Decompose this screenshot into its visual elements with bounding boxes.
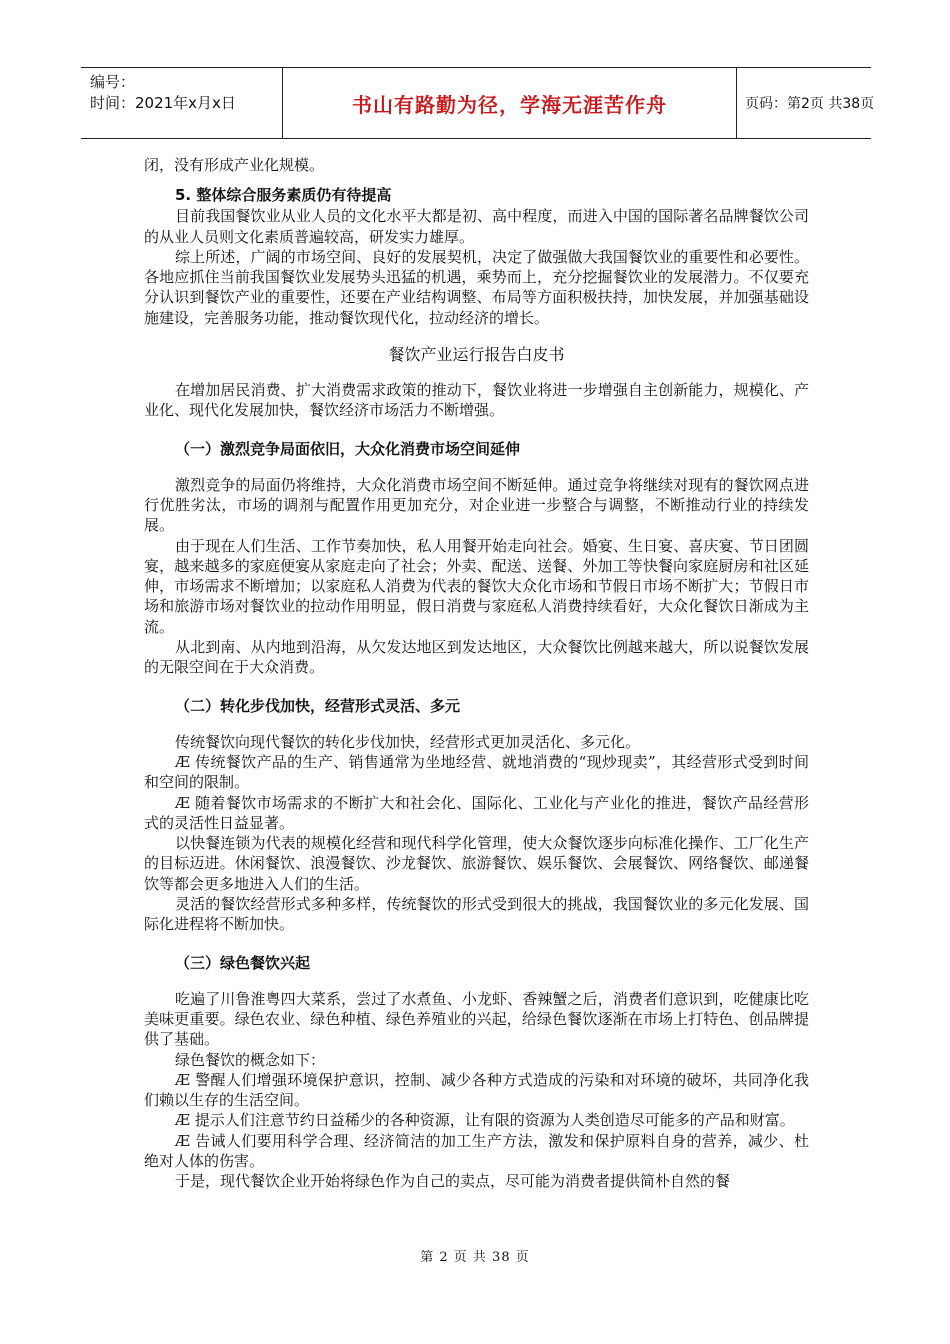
bullet-paragraph: Æ 随着餐饮市场需求的不断扩大和社会化、国际化、工业化与产业化的推进，餐饮产品经营形式的灵活性日益显著。 [144,793,809,832]
paragraph: 综上所述，广阔的市场空间、良好的发展契机，决定了做强做大我国餐饮业的重要性和必要性。各地应抓住当前我国餐饮业发展势头迅猛的机遇，乘势而上，充分挖掘餐饮业的发展潜力。不仅要充分认识到餐饮产业的重要性，还要在产业结构调整、布局等方面积极扶持，加快发展，并加强基础设施建设，完善服务功能，推动餐饮现代化，拉动经济的增长。 [144,247,809,327]
paragraph: 闭，没有形成产业化规模。 [144,156,325,174]
page-footer: 第 2 页 共 38 页 [420,1250,530,1265]
bullet-paragraph: Æ 提示人们注意节约日益稀少的各种资源，让有限的资源为人类创造尽可能多的产品和财富。 [175,1111,795,1130]
paragraph: 于是，现代餐饮企业开始将绿色作为自己的卖点，尽可能为消费者提供简朴自然的餐 [175,1172,731,1191]
document-body [144,155,809,1192]
paragraph: 灵活的餐饮经营形式多种多样，传统餐饮的形式受到很大的挑战，我国餐饮业的多元化发展、国际化进程将不断加快。 [144,895,809,934]
document-number: 编号： [90,73,136,91]
header-page-number: 页码：第2页 共38页 [745,96,875,112]
header-page-cell [737,68,875,138]
bullet-paragraph: Æ 传统餐饮产品的生产、销售通常为坐地经营、就地消费的“现炒现卖”，其经营形式受到时间和空间的限制。 [144,752,809,792]
report-title: 餐饮产业运行报告白皮书 [388,345,565,365]
section-heading: （三）绿色餐饮兴起 [175,953,311,972]
document-date: 时间：2021年x月x日 [90,94,236,112]
paragraph: 绿色餐饮的概念如下： [175,1050,326,1069]
paragraph: 由于现在人们生活、工作节奏加快，私人用餐开始走向社会。婚宴、生日宴、喜庆宴、节日团圆宴，越来越多的家庭便宴从家庭走向了社会；外卖、配送、送餐、外加工等快餐向家庭厨房和社区延伸，市场需求不断增加；以家庭私人消费为代表的餐饮大众化市场和节假日市场不断扩大；节假日市场和旅游市场对餐饮业的拉动作用明显，假日消费与家庭私人消费持续看好，大众化餐饮日渐成为主流。 [144,536,809,636]
paragraph: 目前我国餐饮业从业人员的文化水平大都是初、高中程度，而进入中国的国际著名品牌餐饮公司的从业人员则文化素质普遍较高，研发实力雄厚。 [144,207,809,246]
paragraph: 以快餐连锁为代表的规模化经营和现代科学化管理，使大众餐饮逐步向标准化操作、工厂化生产的目标迈进。休闲餐饮、浪漫餐饮、沙龙餐饮、旅游餐饮、娱乐餐饮、会展餐饮、网络餐饮、邮递餐饮等都会更多地进入人们的生活。 [144,834,809,893]
bullet-paragraph: Æ 告诫人们要用科学合理、经济简洁的加工生产方法，激发和保护原料自身的营养，减少、杜绝对人体的伤害。 [144,1131,809,1170]
paragraph: 吃遍了川鲁淮粤四大菜系，尝过了水煮鱼、小龙虾、香辣蟹之后，消费者们意识到，吃健康比吃美味更重要。绿色农业、绿色种植、绿色养殖业的兴起，给绿色餐饮逐渐在市场上打特色、创品牌提供了基础。 [144,989,809,1049]
paragraph: 从北到南、从内地到沿海，从欠发达地区到发达地区，大众餐饮比例越来越大，所以说餐饮发展的无限空间在于大众消费。 [144,638,809,677]
bullet-paragraph: Æ 警醒人们增强环境保护意识，控制、减少各种方式造成的污染和对环境的破坏，共同净化我们赖以生存的生活空间。 [144,1070,809,1110]
page-header [81,67,875,139]
header-meta-cell [81,68,283,138]
paragraph: 激烈竞争的局面仍将维持，大众化消费市场空间不断延伸。通过竞争将继续对现有的餐饮网点进行优胜劣汰，市场的调剂与配置作用更加充分，对企业进一步整合与调整，不断推动行业的持续发展。 [144,475,809,535]
paragraph: 在增加居民消费、扩大消费需求政策的推动下，餐饮业将进一步增强自主创新能力，规模化、产业化、现代化发展加快，餐饮经济市场活力不断增强。 [144,381,809,420]
section-heading: （一）激烈竞争局面依旧，大众化消费市场空间延伸 [175,439,521,458]
header-motto-cell [283,68,737,138]
subheading: 5. 整体综合服务素质仍有待提高 [175,186,392,205]
section-heading: （二）转化步伐加快，经营形式灵活、多元 [175,696,461,715]
paragraph: 传统餐饮向现代餐饮的转化步伐加快，经营形式更加灵活化、多元化。 [175,732,641,751]
header-motto: 书山有路勤为径，学海无涯苦作舟 [352,92,667,117]
